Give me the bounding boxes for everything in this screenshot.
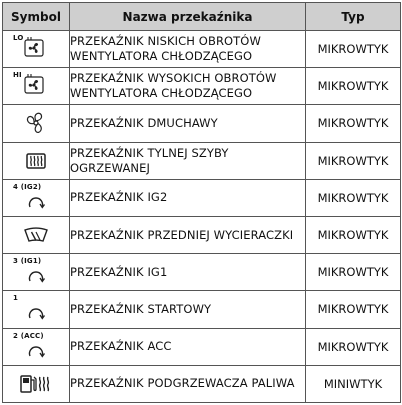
relay-type: MIKROWTYK <box>306 216 401 253</box>
header-symbol: Symbol <box>3 3 70 31</box>
relay-name: PRZEKAŹNIK IG2 <box>70 179 306 216</box>
blower-fan-icon <box>3 105 70 141</box>
ignition-icon <box>3 180 70 216</box>
relay-type: MIKROWTYK <box>306 254 401 291</box>
symbol-cell <box>3 328 70 365</box>
relay-type: MIKROWTYK <box>306 68 401 105</box>
table-row <box>3 328 401 365</box>
front-wiper-icon <box>3 217 70 253</box>
symbol-cell <box>3 68 70 105</box>
relay-name: PRZEKAŹNIK NISKICH OBROTÓW WENTYLATORA CHŁODZĄCEGO <box>70 31 306 68</box>
table-row <box>3 365 401 402</box>
ignition-icon <box>3 291 70 327</box>
symbol-cell <box>3 31 70 68</box>
symbol-cell <box>3 105 70 142</box>
relay-name: PRZEKAŹNIK TYLNEJ SZYBY OGRZEWANEJ <box>70 142 306 179</box>
table-row <box>3 216 401 253</box>
relay-name: PRZEKAŹNIK STARTOWY <box>70 291 306 328</box>
symbol-cell <box>3 291 70 328</box>
table-row <box>3 105 401 142</box>
header-type: Typ <box>306 3 401 31</box>
table-row <box>3 68 401 105</box>
relay-type: MINIWTYK <box>306 365 401 402</box>
symbol-cell <box>3 365 70 402</box>
ignition-icon <box>3 329 70 365</box>
symbol-label: HI <box>13 71 22 80</box>
symbol-cell <box>3 254 70 291</box>
fan-high-icon <box>3 68 70 104</box>
relay-table <box>2 2 401 403</box>
fan-low-icon <box>3 31 70 67</box>
relay-type: MIKROWTYK <box>306 142 401 179</box>
relay-type: MIKROWTYK <box>306 291 401 328</box>
ignition-icon <box>3 254 70 290</box>
table-row <box>3 179 401 216</box>
symbol-cell <box>3 216 70 253</box>
symbol-label: LO <box>13 34 24 43</box>
relay-name: PRZEKAŹNIK PODGRZEWACZA PALIWA <box>70 365 306 402</box>
table-row <box>3 142 401 179</box>
rear-defroster-icon <box>3 143 70 179</box>
symbol-label: 4 (IG2) <box>13 182 42 191</box>
table-row <box>3 291 401 328</box>
relay-type: MIKROWTYK <box>306 328 401 365</box>
relay-name: PRZEKAŹNIK WYSOKICH OBROTÓW WENTYLATORA CHŁODZĄCEGO <box>70 68 306 105</box>
symbol-label: 2 (ACC) <box>13 331 44 340</box>
relay-name: PRZEKAŹNIK IG1 <box>70 254 306 291</box>
relay-type: MIKROWTYK <box>306 31 401 68</box>
relay-name: PRZEKAŹNIK DMUCHAWY <box>70 105 306 142</box>
relay-type: MIKROWTYK <box>306 179 401 216</box>
header-row <box>3 3 401 31</box>
symbol-label: 1 <box>13 294 19 303</box>
fuel-heater-icon <box>3 366 70 402</box>
header-name: Nazwa przekaźnika <box>70 3 306 31</box>
symbol-cell <box>3 142 70 179</box>
table-row <box>3 254 401 291</box>
relay-name: PRZEKAŹNIK PRZEDNIEJ WYCIERACZKI <box>70 216 306 253</box>
table-row <box>3 31 401 68</box>
relay-type: MIKROWTYK <box>306 105 401 142</box>
symbol-label: 3 (IG1) <box>13 257 42 266</box>
relay-name: PRZEKAŹNIK ACC <box>70 328 306 365</box>
symbol-cell <box>3 179 70 216</box>
